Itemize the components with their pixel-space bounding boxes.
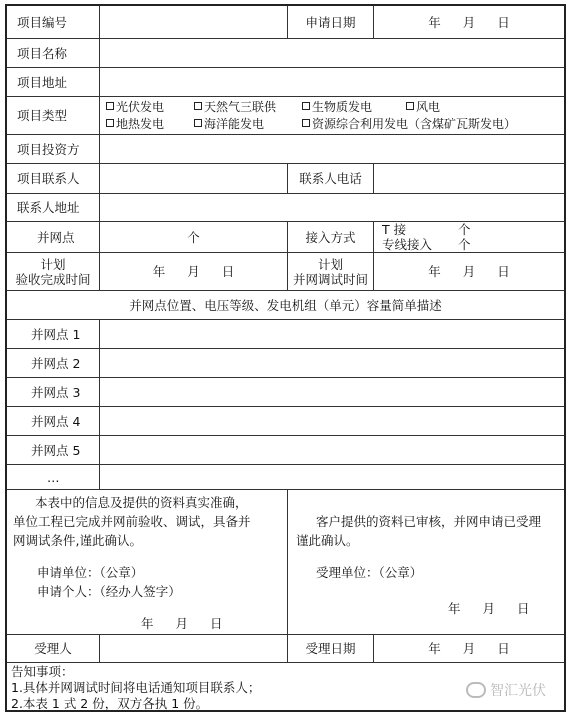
checkbox-icon <box>302 119 310 127</box>
description-header: 并网点位置、电压等级、发电机组（单元）容量简单描述 <box>129 297 442 313</box>
access-mode-field[interactable] <box>373 222 564 252</box>
checkbox-icon <box>302 102 310 110</box>
declaration-left-line2: 单位工程已完成并网前验收、调试，具备并 <box>13 514 251 529</box>
row-contact-address <box>7 194 564 222</box>
access-dedicated-label: 专线接入 <box>382 237 433 252</box>
acceptance-time-label: 计划 验收完成时间 <box>15 256 91 287</box>
row-point-2 <box>7 349 564 378</box>
point-1-field[interactable] <box>99 320 564 348</box>
handler-label: 受理人 <box>34 641 72 656</box>
grid-point-label: 并网点 <box>37 229 75 245</box>
option-geothermal[interactable]: 地热发电 <box>106 117 194 132</box>
watermark <box>466 680 546 700</box>
project-name-field[interactable] <box>99 39 564 67</box>
acceptance-date[interactable]: 年 月 日 <box>448 601 530 616</box>
row-point-3 <box>7 378 564 407</box>
applicant-declaration <box>7 490 287 634</box>
handler-date-field[interactable]: 年 月 日 <box>373 635 564 662</box>
apply-date-field[interactable] <box>373 6 564 38</box>
contact-field[interactable] <box>99 164 287 193</box>
apply-date-label: 申请日期 <box>287 6 373 38</box>
wechat-icon <box>466 682 486 698</box>
project-name-label: 项目名称 <box>17 45 68 61</box>
debug-time-field[interactable]: 年 月 日 <box>373 253 564 290</box>
declaration-right-line1: 客户提供的资料已审核，并网申请已受理 <box>316 514 542 529</box>
declaration-left-line3: 网调试条件,谨此确认。 <box>13 533 142 548</box>
access-t-unit: 个 <box>458 222 471 237</box>
date-month: 月 <box>462 14 476 30</box>
access-t-line <box>382 222 471 237</box>
investor-field[interactable] <box>99 135 564 163</box>
acceptance-declaration <box>287 490 564 634</box>
project-address-field[interactable] <box>99 68 564 96</box>
handler-field[interactable] <box>99 635 287 662</box>
contact-phone-field[interactable] <box>373 164 564 193</box>
contact-label: 项目联系人 <box>17 171 80 186</box>
project-no-field[interactable] <box>99 6 287 38</box>
row-point-4 <box>7 407 564 436</box>
acceptance-time-field[interactable]: 年 月 日 <box>99 253 287 290</box>
checkbox-icon <box>194 102 202 110</box>
handler-date-label: 受理日期 <box>287 635 373 662</box>
accepting-unit-label: 受理单位：（公章） <box>316 565 423 580</box>
access-t-label: T 接 <box>382 222 407 237</box>
row-project-no <box>7 6 564 39</box>
option-gas-cchp[interactable]: 天然气三联供 <box>194 100 302 115</box>
checkbox-icon <box>106 102 114 110</box>
date-day: 日 <box>497 14 510 30</box>
notice-item-2: 2.本表 1 式 2 份，双方各执 1 份。 <box>11 696 209 711</box>
option-pv[interactable]: 光伏发电 <box>106 100 194 115</box>
option-ocean[interactable]: 海洋能发电 <box>194 117 302 132</box>
row-project-address <box>7 68 564 97</box>
applicant-date[interactable]: 年 月 日 <box>141 616 223 631</box>
point-3-field[interactable] <box>99 378 564 406</box>
row-handler <box>7 635 564 663</box>
row-investor <box>7 135 564 164</box>
applicant-person-label: 申请个人：（经办人签字） <box>37 584 181 599</box>
grid-connection-form <box>5 4 566 712</box>
row-project-name <box>7 39 564 68</box>
checkbox-icon <box>194 119 202 127</box>
row-point-5 <box>7 436 564 465</box>
declaration-right-line2: 谨此确认。 <box>296 533 359 548</box>
contact-address-field[interactable] <box>99 194 564 221</box>
project-type-label: 项目类型 <box>17 108 68 123</box>
point-more-field[interactable] <box>99 465 564 489</box>
watermark-text: 智汇光伏 <box>490 683 546 699</box>
notice-section <box>7 663 564 710</box>
point-3-label: 并网点 3 <box>31 384 81 400</box>
row-description-header <box>7 291 564 320</box>
notice-item-1: 1.具体并网调试时间将电话通知项目联系人； <box>11 680 261 695</box>
point-1-label: 并网点 1 <box>31 326 81 342</box>
access-dedicated-line <box>382 237 471 252</box>
grid-point-count[interactable]: 个 <box>99 222 287 252</box>
row-project-type <box>7 97 564 135</box>
row-point-1 <box>7 320 564 349</box>
applicant-unit-label: 申请单位：（公章） <box>37 565 144 580</box>
point-2-label: 并网点 2 <box>31 355 81 371</box>
row-point-more <box>7 465 564 490</box>
point-2-field[interactable] <box>99 349 564 377</box>
project-address-label: 项目地址 <box>17 74 68 90</box>
option-wind[interactable]: 风电 <box>406 100 564 115</box>
investor-label: 项目投资方 <box>17 141 80 157</box>
point-5-field[interactable] <box>99 436 564 464</box>
access-mode-label: 接入方式 <box>287 222 373 252</box>
row-contact <box>7 164 564 194</box>
point-more-label: … <box>47 469 60 485</box>
debug-time-label: 计划 并网调试时间 <box>287 253 373 290</box>
apply-date-parts <box>374 15 564 30</box>
date-year: 年 <box>428 14 441 30</box>
project-no-label: 项目编号 <box>17 14 68 30</box>
checkbox-icon <box>106 119 114 127</box>
project-type-options <box>99 97 564 134</box>
access-dedicated-unit: 个 <box>458 237 471 252</box>
row-grid-point <box>7 222 564 253</box>
checkbox-icon <box>406 102 414 110</box>
row-declaration <box>7 490 564 635</box>
option-resource-utilization[interactable]: 资源综合利用发电（含煤矿瓦斯发电） <box>302 117 564 132</box>
declaration-left-line1: 本表中的信息及提供的资料真实准确， <box>35 495 248 510</box>
row-plan-dates <box>7 253 564 291</box>
option-biomass[interactable]: 生物质发电 <box>302 100 406 115</box>
contact-phone-label: 联系人电话 <box>287 164 373 193</box>
contact-address-label: 联系人地址 <box>17 200 80 215</box>
point-5-label: 并网点 5 <box>31 442 81 458</box>
point-4-field[interactable] <box>99 407 564 435</box>
notice-title: 告知事项： <box>11 664 74 679</box>
point-4-label: 并网点 4 <box>31 413 81 429</box>
